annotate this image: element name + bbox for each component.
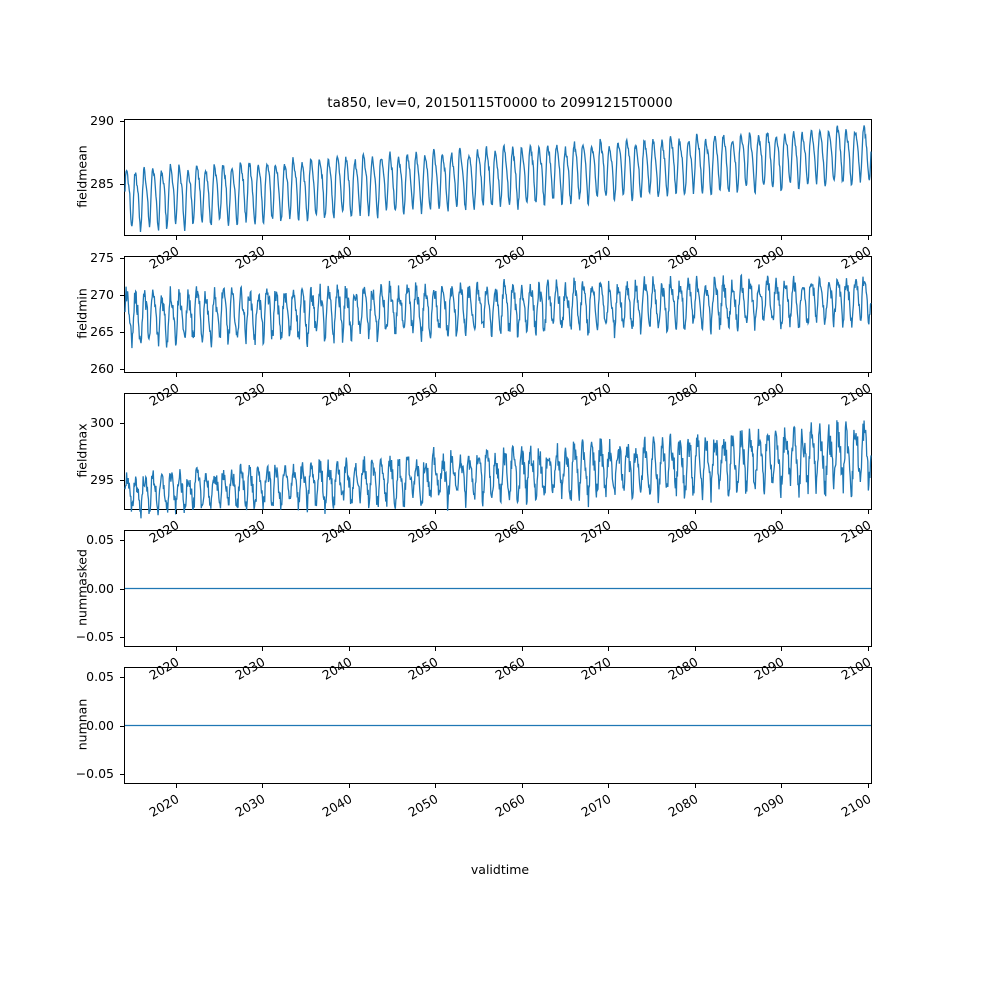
- chart-title: ta850, lev=0, 20150115T0000 to 20991215T0000: [327, 95, 673, 111]
- x-tick-label: 2040: [319, 243, 355, 272]
- x-tick-mark: [781, 784, 782, 788]
- subplot-fieldmean: [124, 119, 872, 236]
- x-tick-mark: [522, 784, 523, 788]
- x-tick-mark: [868, 510, 869, 514]
- y-tick-mark: [120, 369, 124, 370]
- x-tick-label: 2050: [405, 654, 441, 683]
- y-axis-label-fieldmin: fieldmin: [74, 287, 90, 339]
- y-tick-mark: [120, 589, 124, 590]
- x-tick-mark: [522, 647, 523, 651]
- y-tick-mark: [120, 726, 124, 727]
- x-tick-label: 2090: [751, 380, 787, 409]
- y-tick-label: 290: [90, 113, 114, 129]
- x-tick-label: 2050: [405, 517, 441, 546]
- x-tick-label: 2050: [405, 380, 441, 409]
- x-tick-label: 2060: [492, 791, 528, 820]
- x-tick-mark: [349, 373, 350, 377]
- y-tick-label: −0.05: [75, 629, 114, 645]
- x-tick-label: 2030: [232, 654, 268, 683]
- x-tick-label: 2040: [319, 791, 355, 820]
- x-tick-label: 2030: [232, 791, 268, 820]
- x-tick-mark: [695, 784, 696, 788]
- x-tick-mark: [262, 647, 263, 651]
- x-tick-label: 2080: [665, 517, 701, 546]
- x-tick-mark: [522, 510, 523, 514]
- y-tick-mark: [120, 258, 124, 259]
- x-tick-mark: [781, 647, 782, 651]
- x-tick-label: 2020: [146, 791, 182, 820]
- x-tick-mark: [349, 784, 350, 788]
- x-tick-mark: [435, 373, 436, 377]
- x-tick-label: 2100: [838, 654, 874, 683]
- data-line-fieldmean: [125, 125, 871, 232]
- x-tick-mark: [435, 510, 436, 514]
- y-tick-label: 0.00: [86, 580, 114, 596]
- x-tick-mark: [176, 236, 177, 240]
- y-tick-label: 295: [90, 472, 114, 488]
- x-tick-mark: [522, 236, 523, 240]
- x-tick-mark: [608, 510, 609, 514]
- x-tick-label: 2080: [665, 654, 701, 683]
- x-tick-label: 2030: [232, 380, 268, 409]
- y-tick-label: 260: [90, 361, 114, 377]
- y-tick-label: 265: [90, 324, 114, 340]
- y-tick-mark: [120, 423, 124, 424]
- y-axis-label-nummasked: nummasked: [74, 548, 90, 626]
- y-tick-label: 300: [90, 414, 114, 430]
- y-axis-label-numnan: numnan: [74, 698, 90, 750]
- x-tick-mark: [868, 373, 869, 377]
- x-tick-label: 2050: [405, 791, 441, 820]
- x-tick-mark: [781, 510, 782, 514]
- x-tick-label: 2030: [232, 243, 268, 272]
- x-tick-label: 2030: [232, 517, 268, 546]
- x-tick-label: 2020: [146, 654, 182, 683]
- x-tick-mark: [781, 236, 782, 240]
- x-tick-label: 2090: [751, 654, 787, 683]
- x-tick-label: 2100: [838, 517, 874, 546]
- y-tick-label: 285: [90, 175, 114, 191]
- data-line-fieldmax: [125, 420, 871, 518]
- x-tick-label: 2060: [492, 654, 528, 683]
- x-tick-label: 2060: [492, 380, 528, 409]
- y-tick-mark: [120, 295, 124, 296]
- x-tick-label: 2100: [838, 243, 874, 272]
- x-tick-mark: [262, 373, 263, 377]
- y-tick-label: −0.05: [75, 766, 114, 782]
- x-tick-mark: [608, 784, 609, 788]
- x-tick-mark: [176, 373, 177, 377]
- x-tick-label: 2100: [838, 380, 874, 409]
- x-tick-label: 2020: [146, 380, 182, 409]
- y-tick-mark: [120, 637, 124, 638]
- data-line-fieldmin: [125, 275, 871, 348]
- x-tick-mark: [695, 510, 696, 514]
- y-tick-mark: [120, 677, 124, 678]
- x-tick-mark: [695, 236, 696, 240]
- y-tick-mark: [120, 121, 124, 122]
- x-tick-mark: [349, 647, 350, 651]
- y-tick-mark: [120, 540, 124, 541]
- subplot-fieldmax: [124, 393, 872, 510]
- x-tick-label: 2020: [146, 243, 182, 272]
- x-tick-mark: [522, 373, 523, 377]
- y-tick-mark: [120, 774, 124, 775]
- x-tick-mark: [349, 236, 350, 240]
- subplot-nummasked: [124, 530, 872, 647]
- x-axis-label: validtime: [470, 862, 530, 877]
- subplot-numnan: [124, 667, 872, 784]
- x-tick-label: 2040: [319, 517, 355, 546]
- x-tick-mark: [176, 647, 177, 651]
- x-tick-mark: [435, 236, 436, 240]
- x-tick-mark: [262, 236, 263, 240]
- y-axis-label-fieldmax: fieldmax: [74, 422, 90, 478]
- x-tick-mark: [695, 373, 696, 377]
- x-tick-mark: [435, 784, 436, 788]
- x-tick-mark: [868, 784, 869, 788]
- x-tick-label: 2080: [665, 791, 701, 820]
- y-tick-label: 275: [90, 250, 114, 266]
- y-tick-mark: [120, 184, 124, 185]
- x-tick-label: 2040: [319, 654, 355, 683]
- x-tick-mark: [176, 510, 177, 514]
- x-tick-label: 2070: [578, 243, 614, 272]
- x-tick-label: 2070: [578, 517, 614, 546]
- y-tick-mark: [120, 332, 124, 333]
- x-tick-label: 2050: [405, 243, 441, 272]
- x-tick-label: 2080: [665, 243, 701, 272]
- x-tick-mark: [868, 236, 869, 240]
- y-tick-label: 0.05: [86, 531, 114, 547]
- x-tick-mark: [349, 510, 350, 514]
- y-tick-label: 270: [90, 287, 114, 303]
- x-tick-mark: [262, 784, 263, 788]
- y-tick-label: 0.05: [86, 668, 114, 684]
- x-tick-mark: [695, 647, 696, 651]
- x-tick-label: 2090: [751, 517, 787, 546]
- x-tick-mark: [608, 647, 609, 651]
- y-tick-mark: [120, 480, 124, 481]
- x-tick-label: 2040: [319, 380, 355, 409]
- x-tick-mark: [781, 373, 782, 377]
- x-tick-mark: [435, 647, 436, 651]
- y-axis-label-fieldmean: fieldmean: [74, 144, 90, 208]
- x-tick-label: 2070: [578, 791, 614, 820]
- x-tick-label: 2070: [578, 380, 614, 409]
- y-tick-label: 0.00: [86, 717, 114, 733]
- x-tick-label: 2080: [665, 380, 701, 409]
- x-tick-label: 2020: [146, 517, 182, 546]
- x-tick-label: 2090: [751, 791, 787, 820]
- subplot-fieldmin: [124, 256, 872, 373]
- x-tick-mark: [262, 510, 263, 514]
- x-tick-label: 2060: [492, 517, 528, 546]
- x-tick-mark: [176, 784, 177, 788]
- x-tick-mark: [608, 236, 609, 240]
- x-tick-label: 2090: [751, 243, 787, 272]
- x-tick-mark: [868, 647, 869, 651]
- x-tick-label: 2100: [838, 791, 874, 820]
- x-tick-label: 2060: [492, 243, 528, 272]
- x-tick-label: 2070: [578, 654, 614, 683]
- x-tick-mark: [608, 373, 609, 377]
